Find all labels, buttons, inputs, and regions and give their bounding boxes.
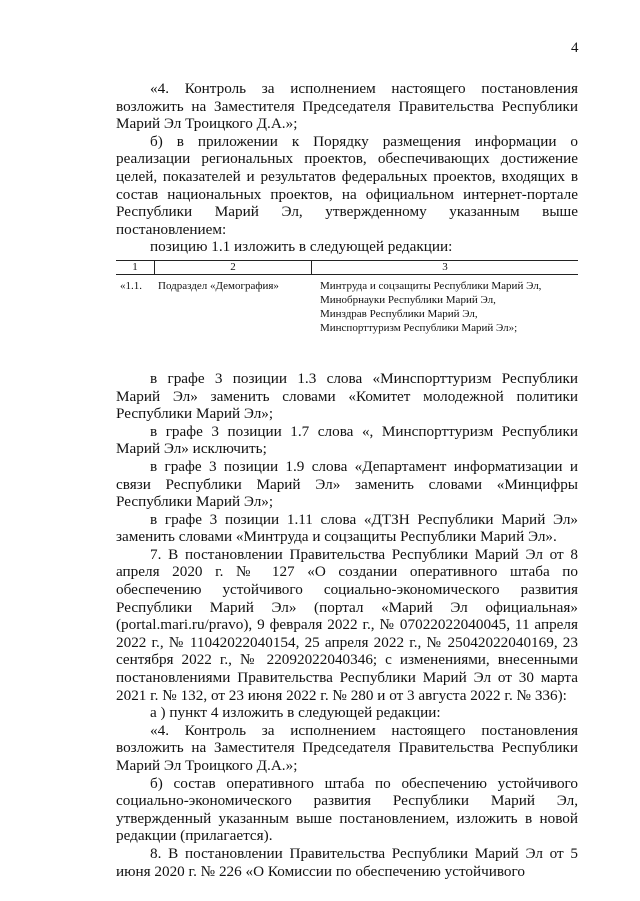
- column-header: 3: [311, 261, 578, 274]
- paragraph: в графе 3 позиции 1.7 слова «, Минспорттуризм Республики Марий Эл» исключить;: [116, 422, 578, 458]
- paragraph: 8. В постановлении Правительства Республики Марий Эл от 5 июня 2020 г. № 226 «О Комиссии по обеспечению устойчивого: [116, 844, 578, 880]
- paragraph: в графе 3 позиции 1.11 слова «ДТЗН Республики Марий Эл» заменить словами «Минтруда и соцзащиты Республики Марий Эл».: [116, 510, 578, 546]
- position-number: «1.1.: [120, 279, 142, 292]
- paragraph: «4. Контроль за исполнением настоящего постановления возложить на Заместителя Председателя Правительства Республики Марий Эл Троицкого Д.А.»;: [116, 721, 578, 774]
- column-header: 2: [154, 261, 311, 274]
- document-body: [116, 80, 578, 880]
- column-header: 1: [132, 260, 138, 273]
- paragraph: 7. В постановлении Правительства Республики Марий Эл от 8 апреля 2020 г. № 127 «О создании оперативного штаба по обеспечению устойчивого социально-экономического развития Республики Марий Эл» (портал «Марий Эл официальная» (portal.mari.ru/pravo), 9 февраля 2022 г., № 07022022040045, 11 апреля 2022 г., № 11042022040154, 25 апреля 2022 г., № 25042022040169, 23 сентября 2022 г., № 22092022040346; с изменениями, внесенными постановлениями Правительства Республики Марий Эл от 30 марта 2021 г. № 132, от 23 июня 2022 г. № 280 и от 3 августа 2022 г. № 336):: [116, 545, 578, 704]
- paragraph: а ) пункт 4 изложить в следующей редакции:: [150, 704, 441, 722]
- page-number: 4: [571, 40, 579, 56]
- position-table: [116, 260, 578, 335]
- paragraph: б) состав оперативного штаба по обеспечению устойчивого социально-экономического развития Республики Марий Эл, утвержденный указанным выше постановлением, изложить в новой редакции (прилагается).: [116, 774, 578, 845]
- paragraph: «4. Контроль за исполнением настоящего постановления возложить на Заместителя Председателя Правительства Республики Марий Эл Троицкого Д.А.»;: [116, 80, 578, 133]
- responsible-body: Минобрнауки Республики Марий Эл,: [320, 293, 496, 306]
- responsible-body: Минтруда и соцзащиты Республики Марий Эл,: [320, 279, 542, 292]
- paragraph: в графе 3 позиции 1.3 слова «Минспорттуризм Республики Марий Эл» заменить словами «Комитет молодежной политики Республики Марий Эл»;: [116, 369, 578, 423]
- table-row: [116, 275, 578, 335]
- responsible-body: Минздрав Республики Марий Эл,: [320, 307, 478, 320]
- paragraph: в графе 3 позиции 1.9 слова «Департамент информатизации и связи Республики Марий Эл» заменить словами «Минцифры Республики Марий Эл»;: [116, 457, 578, 511]
- paragraph: б) в приложении к Порядку размещения информации о реализации региональных проектов, обеспечивающих достижение целей, показателей и результатов федеральных проектов, входящих в состав национальных проектов, на официальном интернет-портале Республики Марий Эл, утвержденному указанным выше постановлением:: [116, 132, 578, 238]
- responsible-bodies: [312, 279, 578, 335]
- position-name: Подраздел «Демография»: [158, 279, 279, 292]
- paragraph: позицию 1.1 изложить в следующей редакции:: [150, 238, 453, 256]
- responsible-body: Минспорттуризм Республики Марий Эл»;: [320, 321, 518, 334]
- table-header: [116, 260, 578, 275]
